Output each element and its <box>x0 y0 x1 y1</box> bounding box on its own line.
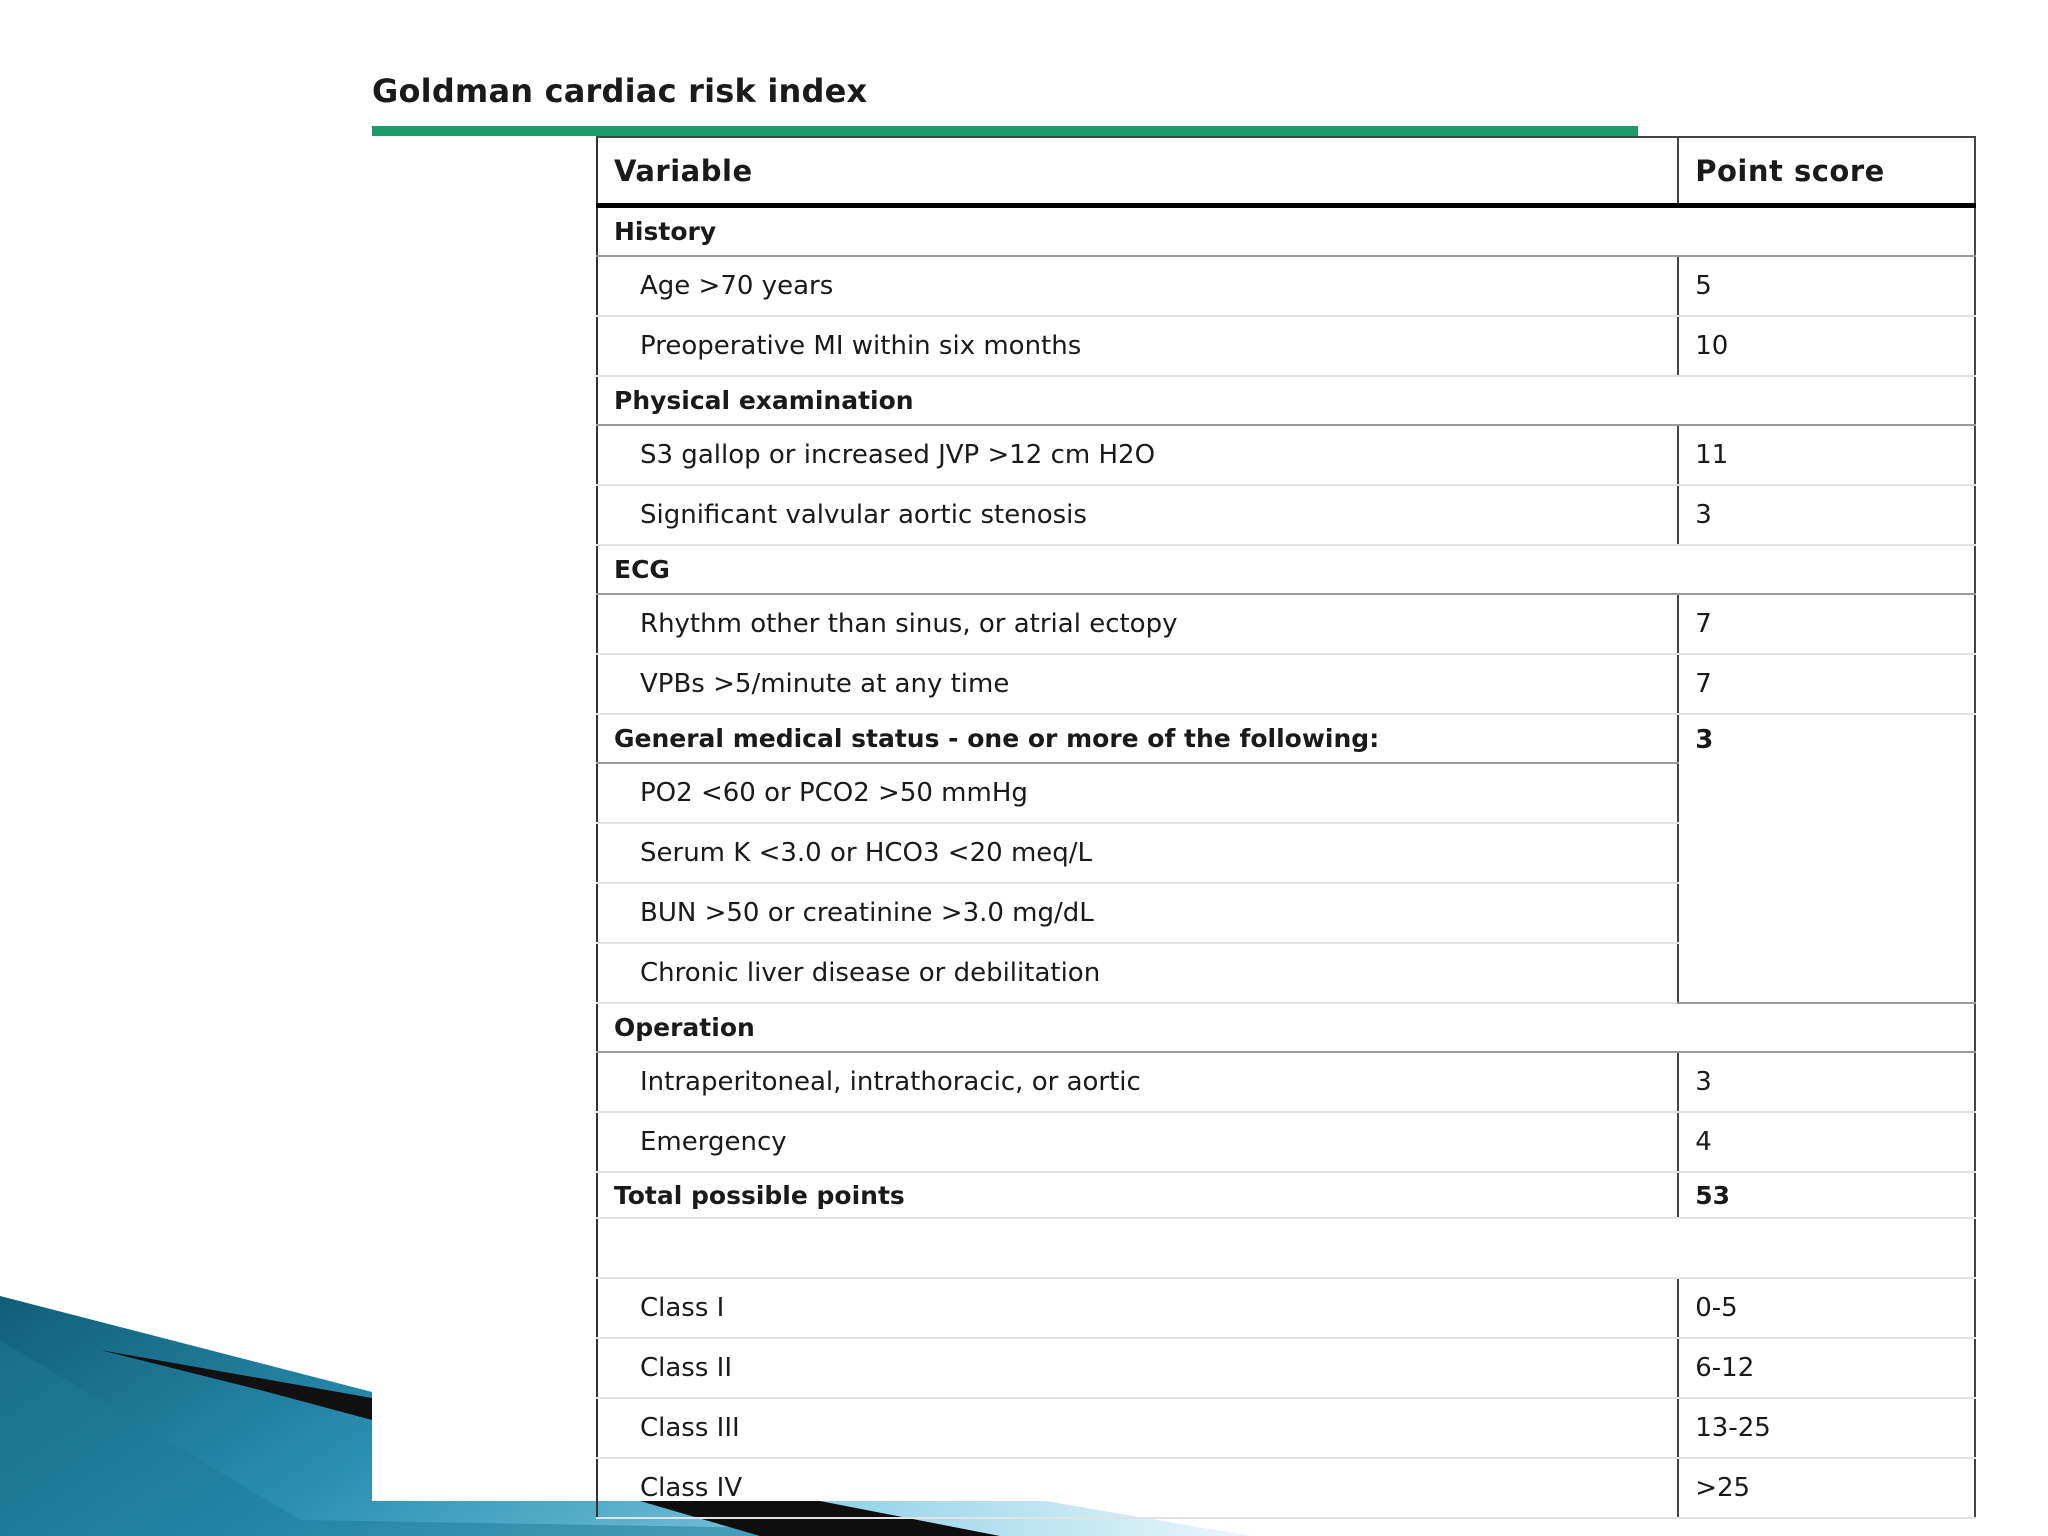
table-row <box>597 316 1975 376</box>
points-cell: 7 <box>1678 594 1975 654</box>
total-row <box>597 1172 1975 1218</box>
variable-cell: VPBs >5/minute at any time <box>597 654 1678 714</box>
variable-cell: Preoperative MI within six months <box>597 316 1678 376</box>
points-cell: 7 <box>1678 654 1975 714</box>
variable-cell: Emergency <box>597 1112 1678 1172</box>
total-label: Total possible points <box>597 1172 1678 1218</box>
class-label: Class III <box>597 1398 1678 1458</box>
spacer-row <box>597 1218 1975 1278</box>
section-physical-examination <box>597 376 1975 425</box>
section-operation <box>597 1003 1975 1052</box>
section-label: Operation <box>597 1003 1975 1052</box>
class-row <box>597 1338 1975 1398</box>
points-cell: 3 <box>1678 714 1975 1003</box>
column-header-points: Point score <box>1678 137 1975 206</box>
points-cell: 5 <box>1678 256 1975 316</box>
table-row <box>597 485 1975 545</box>
table-row <box>597 1052 1975 1112</box>
class-label: Class I <box>597 1278 1678 1338</box>
table-row <box>597 256 1975 316</box>
variable-cell: S3 gallop or increased JVP >12 cm H2O <box>597 425 1678 485</box>
variable-cell: BUN >50 or creatinine >3.0 mg/dL <box>597 883 1678 943</box>
points-cell: 10 <box>1678 316 1975 376</box>
section-label: ECG <box>597 545 1975 594</box>
variable-cell: Chronic liver disease or debilitation <box>597 943 1678 1003</box>
section-ecg <box>597 545 1975 594</box>
class-label: Class II <box>597 1338 1678 1398</box>
table-row <box>597 594 1975 654</box>
variable-cell: Serum K <3.0 or HCO3 <20 meq/L <box>597 823 1678 883</box>
section-history <box>597 206 1975 257</box>
class-row <box>597 1458 1975 1518</box>
points-cell: 3 <box>1678 1052 1975 1112</box>
table-row <box>597 1112 1975 1172</box>
variable-cell: Rhythm other than sinus, or atrial ectopy <box>597 594 1678 654</box>
table-row <box>597 425 1975 485</box>
class-label: Class IV <box>597 1458 1678 1518</box>
variable-cell: Intraperitoneal, intrathoracic, or aortic <box>597 1052 1678 1112</box>
variable-cell: PO2 <60 or PCO2 >50 mmHg <box>597 763 1678 823</box>
points-cell: 4 <box>1678 1112 1975 1172</box>
points-cell: 3 <box>1678 485 1975 545</box>
spacer-cell <box>597 1218 1975 1278</box>
title-underline <box>372 126 1638 136</box>
class-range: 13-25 <box>1678 1398 1975 1458</box>
variable-cell: Significant valvular aortic stenosis <box>597 485 1678 545</box>
risk-index-table <box>596 136 1976 1519</box>
class-range: 0-5 <box>1678 1278 1975 1338</box>
class-range: >25 <box>1678 1458 1975 1518</box>
page-title: Goldman cardiac risk index <box>372 72 868 110</box>
column-header-variable: Variable <box>597 137 1678 206</box>
variable-cell: Age >70 years <box>597 256 1678 316</box>
total-points: 53 <box>1678 1172 1975 1218</box>
section-general-medical-status <box>597 714 1975 763</box>
section-label: Physical examination <box>597 376 1975 425</box>
class-row <box>597 1278 1975 1338</box>
table-header <box>597 137 1975 206</box>
table-row <box>597 654 1975 714</box>
class-range: 6-12 <box>1678 1338 1975 1398</box>
section-label: General medical status - one or more of the following: <box>597 714 1678 763</box>
class-row <box>597 1398 1975 1458</box>
slide-content <box>372 0 1885 1503</box>
points-cell: 11 <box>1678 425 1975 485</box>
section-label: History <box>597 206 1975 257</box>
